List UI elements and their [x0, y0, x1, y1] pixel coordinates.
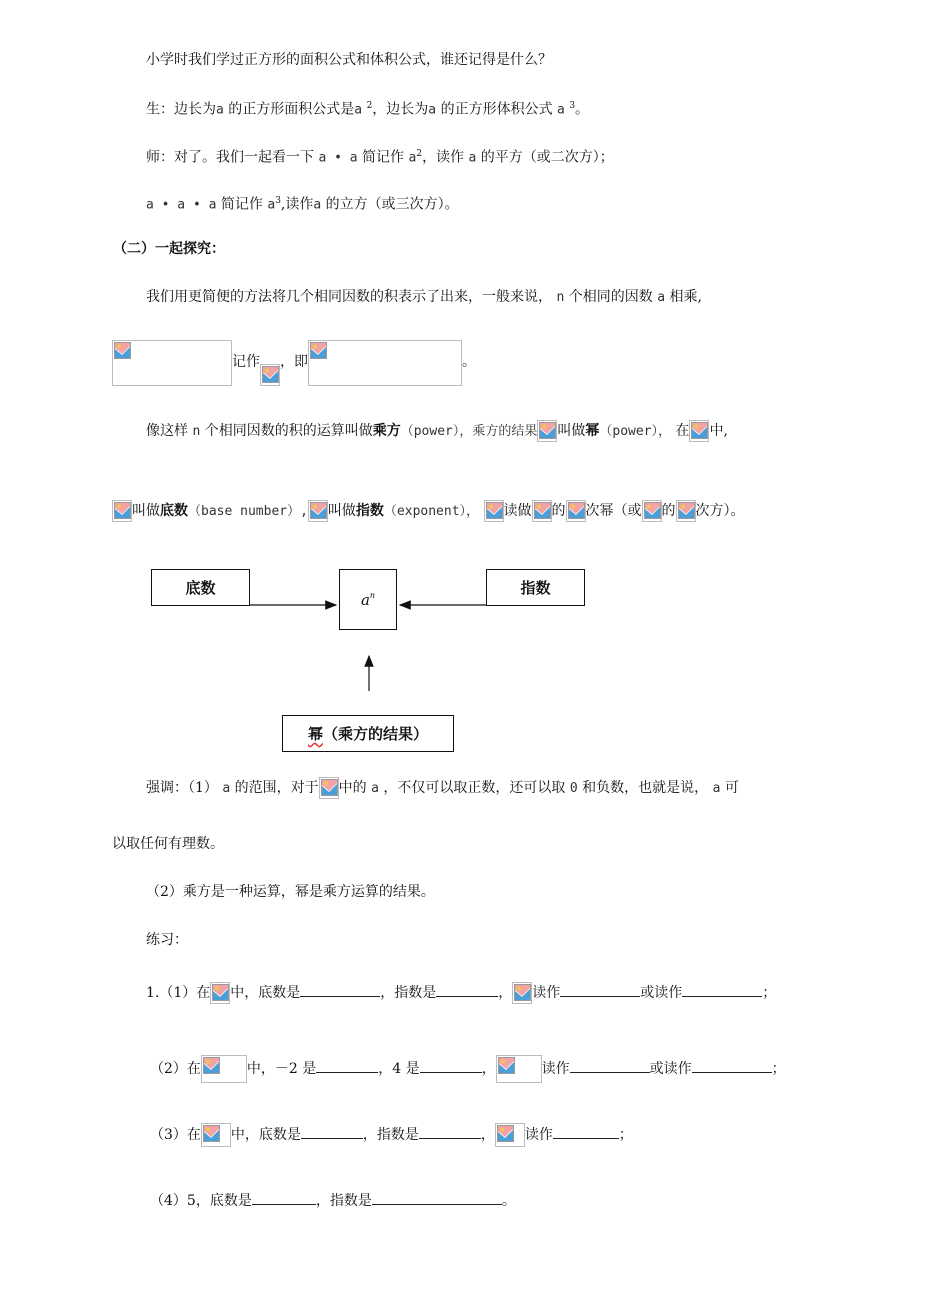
emphasis-1-cont: 以取任何有理数。 — [112, 836, 224, 852]
diagram-power-box: 幂 （乘方的结果） — [282, 715, 454, 752]
answer-blank[interactable] — [252, 1190, 316, 1205]
practice-q2: （2）在 中，－2 是 ，4 是 ， 读作 或读作 ； — [150, 1055, 786, 1083]
answer-blank[interactable] — [419, 1124, 481, 1139]
answer-blank[interactable] — [420, 1058, 482, 1073]
formula-image — [496, 1055, 542, 1083]
formula-image — [201, 1055, 247, 1083]
formula-image — [210, 982, 230, 1004]
emphasis-2: （2）乘方是一种运算，幂是乘方运算的结果。 — [146, 884, 435, 900]
formula-image — [319, 777, 339, 799]
broken-image-icon — [498, 1057, 515, 1074]
diagram-base-box: 底数 — [151, 569, 250, 606]
answer-blank[interactable] — [570, 1058, 650, 1073]
formula-line: 记作 ，即 。 — [112, 338, 476, 386]
broken-image-icon — [212, 984, 229, 1001]
student-answer: 生：边长为a 的正方形面积公式是a $^2$，边长为a 的正方形体积公式 a $^3$。 — [146, 101, 590, 118]
diagram-exponent-box: 指数 — [486, 569, 585, 606]
practice-q3: （3）在 中，底数是 ，指数是 ， 读作 ； — [150, 1123, 633, 1147]
answer-blank[interactable] — [316, 1058, 378, 1073]
section-paragraph: 我们用更简便的方法将几个相同因数的积表示了出来，一般来说， n 个相同的因数 a 相乘, — [146, 289, 702, 305]
formula-image — [495, 1123, 525, 1147]
broken-image-icon — [514, 984, 531, 1001]
answer-blank[interactable] — [553, 1124, 619, 1139]
definition-line: 像这样 n 个相同因数的积的运算叫做乘方（power），乘方的结果 叫做幂（power）， 在 中, — [146, 420, 728, 442]
formula-image — [512, 982, 532, 1004]
answer-blank[interactable] — [300, 982, 380, 997]
answer-blank[interactable] — [692, 1058, 772, 1073]
section-heading: （二）一起探究： — [113, 241, 225, 257]
broken-image-icon — [321, 779, 338, 796]
answer-blank[interactable] — [372, 1190, 502, 1205]
teacher-line-2: a • a • a 简记作 $a^3$,读作a 的立方（或三次方）。 — [146, 196, 459, 213]
definition-line-2: 叫做底数（base number）, 叫做指数（exponent）， 读做 的 次幂（或 的 次方）。 — [112, 500, 745, 522]
practice-q4: （4）5，底数是 ，指数是 。 — [150, 1190, 516, 1211]
emphasis-1: 强调：（1） a 的范围，对于 中的 a ，不仅可以取正数，还可以取 0 和负数，也就是说， a 可 — [146, 777, 739, 799]
diagram-center-box: a $^n$ — [339, 569, 397, 630]
broken-image-icon — [203, 1125, 220, 1142]
intro-question: 小学时我们学过正方形的面积公式和体积公式，谁还记得是什么？ — [146, 52, 552, 68]
teacher-line-1: 师：对了。我们一起看一下 a • a 简记作 $a^2$，读作 a 的平方（或二次方）； — [146, 149, 614, 166]
formula-image — [201, 1123, 231, 1147]
practice-title: 练习： — [146, 932, 188, 948]
practice-q1: 1.（1）在 中，底数是 ，指数是 ， 读作 或读作 ； — [146, 982, 776, 1004]
answer-blank[interactable] — [436, 982, 498, 997]
answer-blank[interactable] — [301, 1124, 363, 1139]
answer-blank[interactable] — [682, 982, 762, 997]
broken-image-icon — [497, 1125, 514, 1142]
broken-image-icon — [203, 1057, 220, 1074]
answer-blank[interactable] — [560, 982, 640, 997]
